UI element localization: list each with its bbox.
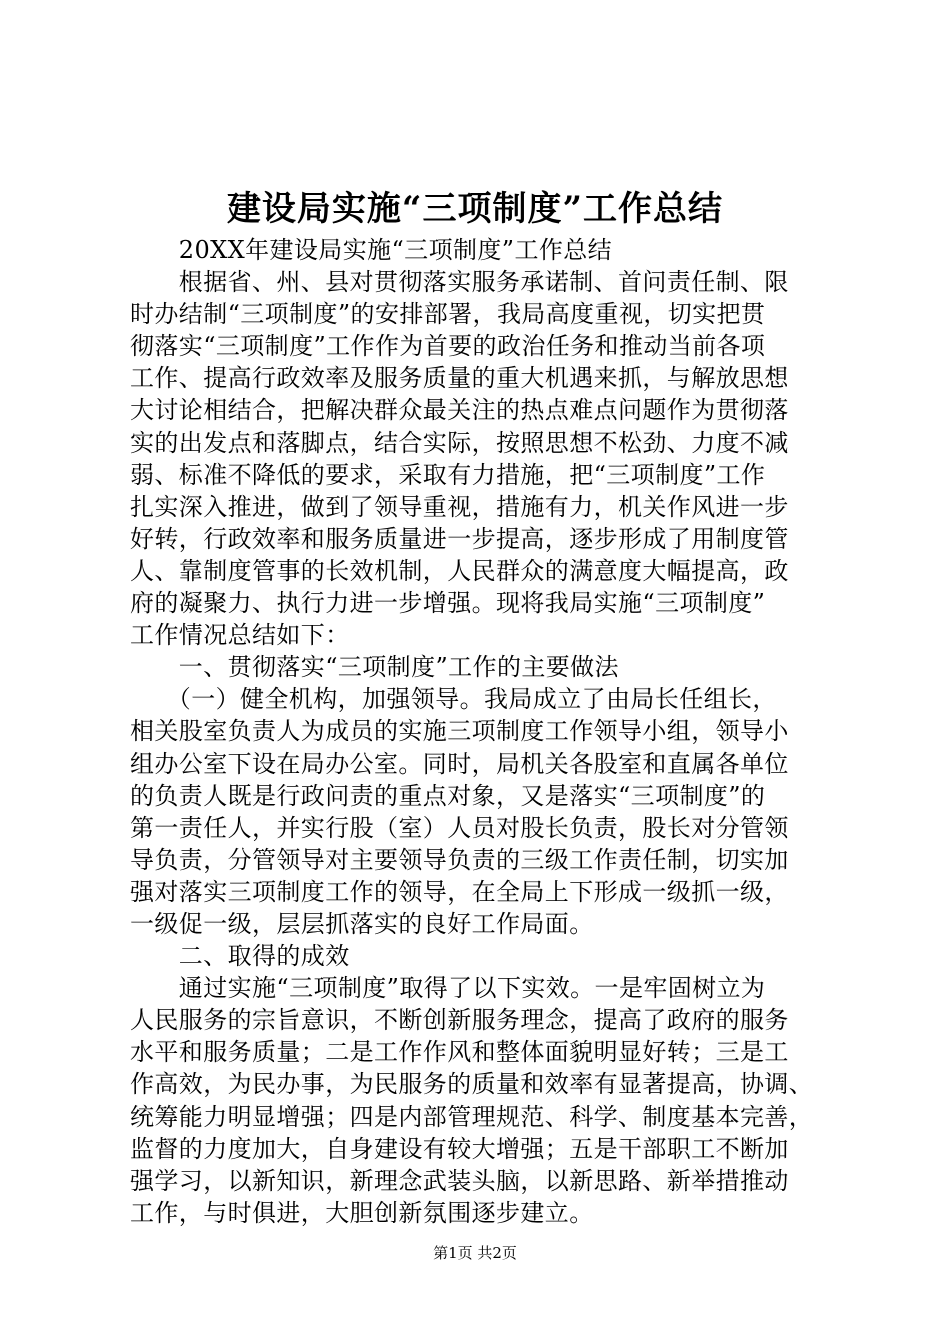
- section-heading: 二、取得的成效: [130, 942, 350, 971]
- document-title: 建设局实施“三项制度”工作总结: [226, 189, 724, 229]
- body-line: 大讨论相结合，把解决群众最关注的热点难点问题作为贯彻落: [130, 396, 789, 425]
- body-line: 实的出发点和落脚点，结合实际，按照思想不松劲、力度不减: [130, 428, 789, 457]
- body-line: 根据省、州、县对贯彻落实服务承诺制、首问责任制、限: [130, 268, 789, 297]
- body-line: 组办公室下设在局办公室。同时，局机关各股室和直属各单位: [130, 749, 789, 778]
- body-line: 通过实施“三项制度”取得了以下实效。一是牢固树立为: [130, 974, 766, 1003]
- body-line: 府的凝聚力、执行力进一步增强。现将我局实施“三项制度”: [130, 589, 766, 618]
- body-line: 扎实深入推进，做到了领导重视，措施有力，机关作风进一步: [130, 492, 789, 521]
- body-line: 的负责人既是行政问责的重点对象，又是落实“三项制度”的: [130, 781, 766, 810]
- body-line: 强对落实三项制度工作的领导，在全局上下形成一级抓一级，: [130, 877, 789, 906]
- body-line: 一级促一级，层层抓落实的良好工作局面。: [130, 909, 594, 938]
- page-footer: 第1页 共2页: [433, 1244, 517, 1262]
- body-line: 导负责，分管领导对主要领导负责的三级工作责任制，切实加: [130, 845, 789, 874]
- body-line: 人民服务的宗旨意识，不断创新服务理念，提高了政府的服务: [130, 1006, 789, 1035]
- body-line: 强学习，以新知识，新理念武装头脑，以新思路、新举措推动: [130, 1166, 789, 1195]
- body-line: 作高效，为民办事，为民服务的质量和效率有显著提高，协调、: [130, 1070, 814, 1099]
- section-heading: 一、贯彻落实“三项制度”工作的主要做法: [130, 653, 619, 682]
- body-line: 第一责任人，并实行股（室）人员对股长负责，股长对分管领: [130, 813, 789, 842]
- body-line: 监督的力度加大，自身建设有较大增强；五是干部职工不断加: [130, 1134, 789, 1163]
- body-line: 工作、提高行政效率及服务质量的重大机遇来抓，与解放思想: [130, 364, 789, 393]
- body-line: （一）健全机构，加强领导。我局成立了由局长任组长，: [130, 685, 777, 714]
- body-line: 人、靠制度管事的长效机制，人民群众的满意度大幅提高，政: [130, 556, 789, 585]
- body-line: 20XX年建设局实施“三项制度”工作总结: [130, 236, 613, 264]
- document-body: [130, 234, 830, 1229]
- body-line: 工作，与时俱进，大胆创新氛围逐步建立。: [130, 1198, 594, 1227]
- body-line: 弱、标准不降低的要求，采取有力措施，把“三项制度”工作: [130, 460, 766, 489]
- body-line: 统筹能力明显增强；四是内部管理规范、科学、制度基本完善，: [130, 1102, 814, 1131]
- body-line: 时办结制“三项制度”的安排部署，我局高度重视，切实把贯: [130, 300, 766, 329]
- body-line: 相关股室负责人为成员的实施三项制度工作领导小组，领导小: [130, 717, 789, 746]
- body-line: 彻落实“三项制度”工作作为首要的政治任务和推动当前各项: [130, 332, 766, 361]
- body-line: 好转，行政效率和服务质量进一步提高，逐步形成了用制度管: [130, 524, 789, 553]
- body-line: 水平和服务质量；二是工作作风和整体面貌明显好转；三是工: [130, 1038, 789, 1067]
- body-line: 工作情况总结如下：: [130, 621, 350, 650]
